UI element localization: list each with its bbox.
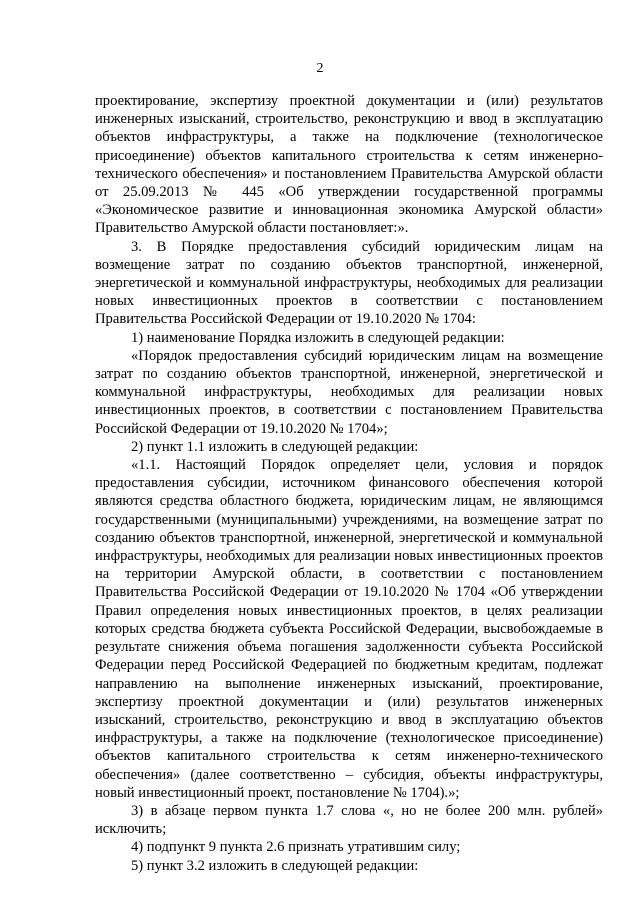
paragraph-subitem-2: 2) пункт 1.1 изложить в следующей редакции: bbox=[131, 438, 419, 455]
paragraph-quoted-1-1: «1.1. Настоящий Порядок определяет цели, условия и порядок предоставления субсидии, источником финансового обеспечения которой являются средства областного бюджета, юридическим лицам, не являющимся государственными (муниципальными) учреждениями, на возмещение затрат по созданию объектов транспортной, инженерной, энергетической и коммунальной инфраструктуры, необходимых для реализации новых инвестиционных проектов на территории Амурской области, в соответствии с постановлением Правительства Российской Федерации от 19.10.2020 № 1704 «Об утверждении Правил определения новых инвестиционных проектов, в целях реализации которых средства бюджета субъекта Российской Федерации, высвобождаемые в результате снижения объема погашения задолженности субъекта Российской Федерации перед Российской Федерацией по бюджетным кредитам, подлежат направлению на выполнение инженерных изысканий, проектирование, экспертизу проектной документации и (или) результатов инженерных изысканий, строительство, реконструкцию и ввод в эксплуатацию объектов инфраструктуры, а также на подключение (технологическое присоединение) объектов капитального строительства к сетям инженерно-технического обеспечения» (далее соответственно – субсидия, объекты инфраструктуры, новый инвестиционный проект, постановление № 1704).»; bbox=[95, 457, 603, 801]
paragraph-subitem-5: 5) пункт 3.2 изложить в следующей редакции: bbox=[131, 857, 419, 874]
paragraph-subitem-4: 4) подпункт 9 пункта 2.6 признать утратившим силу; bbox=[131, 839, 461, 856]
paragraph-quoted-title: «Порядок предоставления субсидий юридическим лицам на возмещение затрат по созданию объектов транспортной, инженерной, энергетической и коммунальной инфраструктуры, необходимых для реализации новых инвестиционных проектов, в соответствии с постановлением Правительства Российской Федерации от 19.10.2020 № 1704»; bbox=[95, 347, 603, 437]
paragraph-continuation: проектирование, экспертизу проектной документации и (или) результатов инженерных изысканий, строительство, реконструкцию и ввод в эксплуатацию объектов инфраструктуры, а также на подключение (технологическое присоединение) объектов капитального строительства к сетям инженерно-технического обеспечения» и постановлением Правительства Амурской области от 25.09.2013 № 445 «Об утверждении государственной программы «Экономическое развитие и инновационная экономика Амурской области» Правительство Амурской области постановляет:». bbox=[95, 93, 603, 237]
paragraph-subitem-3: 3) в абзаце первом пункта 1.7 слова «, но не более 200 млн. рублей» исключить; bbox=[95, 802, 603, 838]
paragraph-subitem-1: 1) наименование Порядка изложить в следующей редакции: bbox=[131, 329, 505, 346]
document-body bbox=[95, 92, 603, 875]
paragraph-item-3: 3. В Порядке предоставления субсидий юридическим лицам на возмещение затрат по созданию объектов транспортной, инженерной, энергетической и коммунальной инфраструктуры, необходимых для реализации новых инвестиционных проектов в соответствии с постановлением Правительства Российской Федерации от 19.10.2020 № 1704: bbox=[95, 238, 603, 328]
page-number: 2 bbox=[316, 61, 324, 76]
